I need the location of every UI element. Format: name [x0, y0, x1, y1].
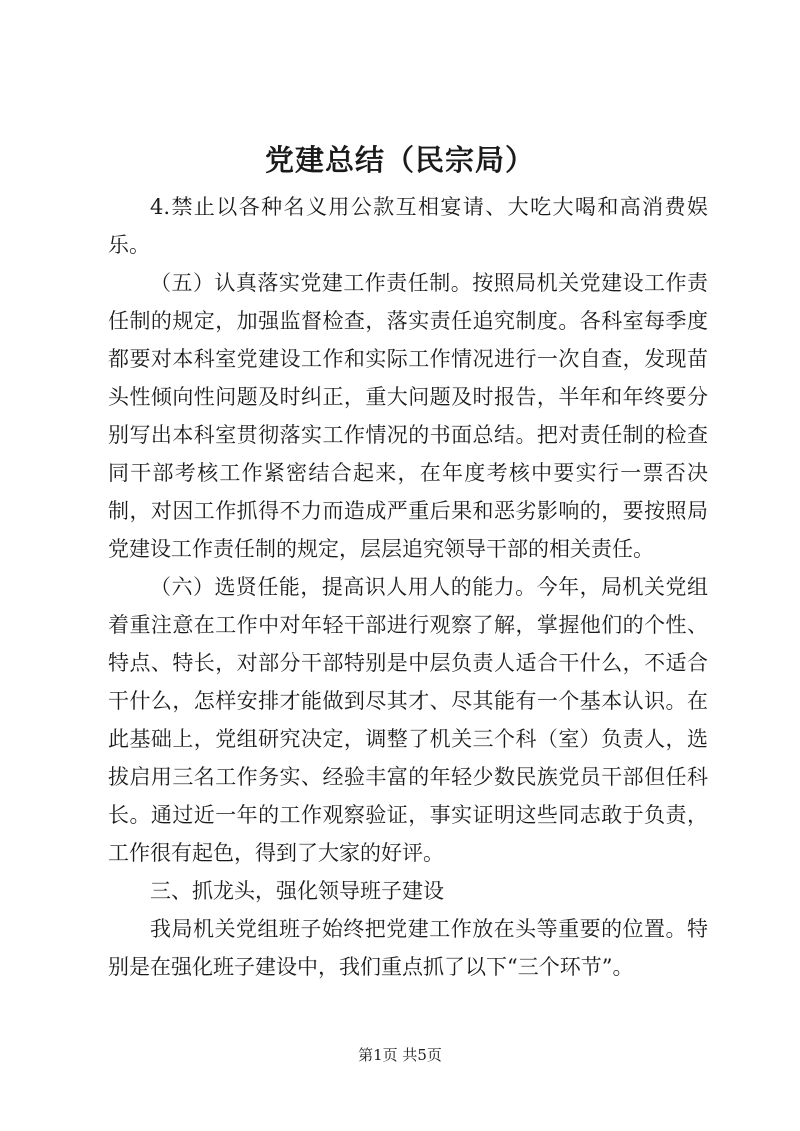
page-footer: 第1页 共5页	[358, 1046, 442, 1064]
paragraph-item-4: 4.禁止以各种名义用公款互相宴请、大吃大喝和高消费娱乐。	[108, 195, 708, 257]
document-body	[108, 188, 708, 986]
paragraph-section-six: （六）选贤任能，提高识人用人的能力。今年，局机关党组着重注意在工作中对年轻干部进行观察了解，掌握他们的个性、特点、特长，对部分干部特别是中层负责人适合干什么，不适合干什么，怎样安排才能做到尽其才、尽其能有一个基本认识。在此基础上，党组研究决定，调整了机关三个科（室）负责人，选拔启用三名工作务实、经验丰富的年轻少数民族党员干部但任科长。通过近一年的工作观察验证，事实证明这些同志敢于负责，工作很有起色，得到了大家的好评。	[108, 575, 708, 865]
page-title: 党建总结（民宗局）	[264, 143, 535, 177]
paragraph-leadership: 我局机关党组班子始终把党建工作放在头等重要的位置。特别是在强化班子建设中，我们重点抓了以下“三个环节”。	[108, 917, 708, 979]
paragraph-section-five: （五）认真落实党建工作责任制。按照局机关党建设工作责任制的规定，加强监督检查，落实责任追究制度。各科室每季度都要对本科室党建设工作和实际工作情况进行一次自查，发现苗头性倾向性问题及时纠正，重大问题及时报告，半年和年终要分别写出本科室贯彻落实工作情况的书面总结。把对责任制的检查同干部考核工作紧密结合起来，在年度考核中要实行一票否决制，对因工作抓得不力而造成严重后果和恶劣影响的，要按照局党建设工作责任制的规定，层层追究领导干部的相关责任。	[108, 271, 708, 561]
section-heading-three: 三、抓龙头，强化领导班子建设	[150, 879, 444, 903]
